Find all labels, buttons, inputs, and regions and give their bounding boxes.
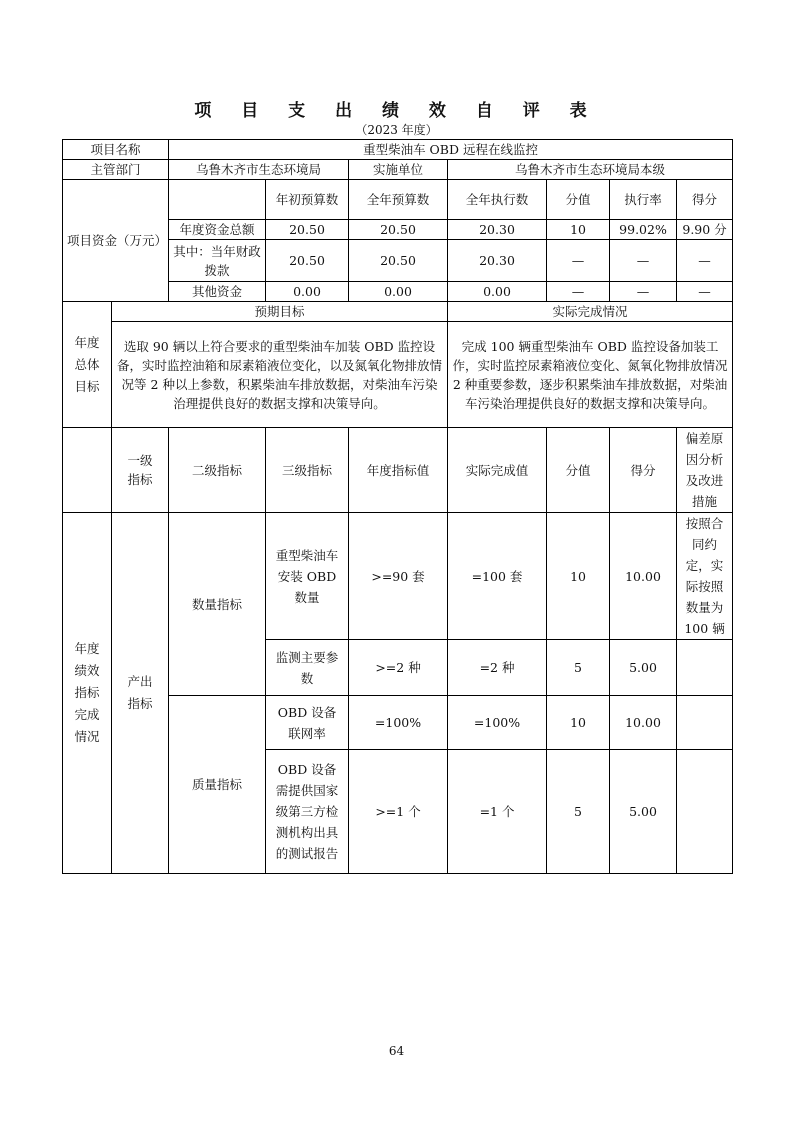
expected-header: 预期目标	[112, 302, 448, 322]
ind-header-3: 年度指标值	[349, 428, 448, 513]
score-value: 10	[547, 513, 610, 640]
funds-cell: 0.00	[349, 282, 448, 302]
score: 5.00	[610, 750, 677, 874]
funds-cell: 99.02%	[610, 220, 677, 240]
project-name-value: 重型柴油车 OBD 远程在线监控	[169, 140, 733, 160]
funds-header-5: 得分	[677, 180, 733, 220]
actual-value: =100 套	[448, 513, 547, 640]
project-name-row	[63, 140, 733, 160]
funds-cell: —	[677, 240, 733, 282]
performance-table	[62, 139, 733, 874]
score-value: 5	[547, 750, 610, 874]
funds-header-4: 执行率	[610, 180, 677, 220]
actual-text: 完成 100 辆重型柴油车 OBD 监控设备加装工作，实时监控尿素箱液位变化、氮氧化物排放情况 2 种重要参数，逐步积累柴油车排放数据，对柴油车污染治理提供良好的数据支撑和决策导向。	[448, 322, 733, 428]
deviation-reason	[677, 696, 733, 750]
expected-text: 选取 90 辆以上符合要求的重型柴油车加装 OBD 监控设备，实时监控油箱和尿素箱液位变化，以及氮氧化物排放情况等 2 种以上参数，积累柴油车排放数据，对柴油车污染治理提供良好的数据支撑和决策导向。	[112, 322, 448, 428]
score: 10.00	[610, 513, 677, 640]
level2-indicator: 数量指标	[169, 513, 266, 696]
unit-value: 乌鲁木齐市生态环境局本级	[448, 160, 733, 180]
score-value: 10	[547, 696, 610, 750]
funds-cell: 9.90 分	[677, 220, 733, 240]
funds-row-name: 其中：当年财政拨款	[169, 240, 266, 282]
funds-cell: —	[610, 282, 677, 302]
funds-header-blank	[169, 180, 266, 220]
funds-header-3: 分值	[547, 180, 610, 220]
target-value: =100%	[349, 696, 448, 750]
goals-header-row	[63, 302, 733, 322]
level3-indicator: 重型柴油车安装 OBD 数量	[266, 513, 349, 640]
actual-value: =100%	[448, 696, 547, 750]
ind-header-1: 二级指标	[169, 428, 266, 513]
target-value: >=90 套	[349, 513, 448, 640]
funds-cell: —	[547, 282, 610, 302]
ind-header-5: 分值	[547, 428, 610, 513]
project-name-label: 项目名称	[63, 140, 169, 160]
target-value: >=2 种	[349, 640, 448, 696]
ind-header-7: 偏差原因分析及改进措施	[677, 428, 733, 513]
ind-header-0: 一级指标	[112, 428, 169, 513]
ind-header-2: 三级指标	[266, 428, 349, 513]
dept-row	[63, 160, 733, 180]
year-note: （2023 年度）	[355, 123, 438, 137]
funds-header-row	[63, 180, 733, 220]
funds-row-name: 年度资金总额	[169, 220, 266, 240]
funds-cell: 20.50	[266, 220, 349, 240]
level1-indicator: 产出指标	[112, 513, 169, 874]
funds-cell: 20.50	[349, 220, 448, 240]
dept-label: 主管部门	[63, 160, 169, 180]
page-number: 64	[388, 1044, 405, 1058]
funds-cell: 20.30	[448, 240, 547, 282]
deviation-reason: 按照合同约定，实际按照数量为 100 辆	[677, 513, 733, 640]
score: 5.00	[610, 640, 677, 696]
actual-value: =2 种	[448, 640, 547, 696]
level3-indicator: OBD 设备联网率	[266, 696, 349, 750]
funds-cell: —	[677, 282, 733, 302]
ind-header-4: 实际完成值	[448, 428, 547, 513]
funds-cell: 10	[547, 220, 610, 240]
funds-cell: 20.50	[266, 240, 349, 282]
ind-header-6: 得分	[610, 428, 677, 513]
indicators-header-row	[63, 428, 733, 513]
goals-label: 年度总体目标	[63, 302, 112, 428]
funds-header-0: 年初预算数	[266, 180, 349, 220]
indicator-row	[63, 513, 733, 640]
funds-cell: 20.30	[448, 220, 547, 240]
actual-header: 实际完成情况	[448, 302, 733, 322]
score: 10.00	[610, 696, 677, 750]
level3-indicator: OBD 设备需提供国家级第三方检测机构出具的测试报告	[266, 750, 349, 874]
goals-text-row	[63, 322, 733, 428]
page-title: 项 目 支 出 绩 效 自 评 表	[194, 101, 599, 121]
funds-label	[63, 180, 169, 302]
target-value: >=1 个	[349, 750, 448, 874]
funds-cell: —	[547, 240, 610, 282]
funds-cell: 20.50	[349, 240, 448, 282]
level3-indicator: 监测主要参数	[266, 640, 349, 696]
level2-indicator: 质量指标	[169, 696, 266, 874]
funds-header-1: 全年预算数	[349, 180, 448, 220]
funds-cell: 0.00	[448, 282, 547, 302]
actual-value: =1 个	[448, 750, 547, 874]
deviation-reason	[677, 750, 733, 874]
funds-cell: 0.00	[266, 282, 349, 302]
indicators-header-blank	[63, 428, 112, 513]
score-value: 5	[547, 640, 610, 696]
dept-value: 乌鲁木齐市生态环境局	[169, 160, 349, 180]
indicators-label: 年度绩效指标完成情况	[63, 513, 112, 874]
funds-row-name: 其他资金	[169, 282, 266, 302]
funds-cell: —	[610, 240, 677, 282]
funds-header-2: 全年执行数	[448, 180, 547, 220]
deviation-reason	[677, 640, 733, 696]
funds-label-text: 项目资金（万元）	[67, 232, 168, 248]
unit-label: 实施单位	[349, 160, 448, 180]
